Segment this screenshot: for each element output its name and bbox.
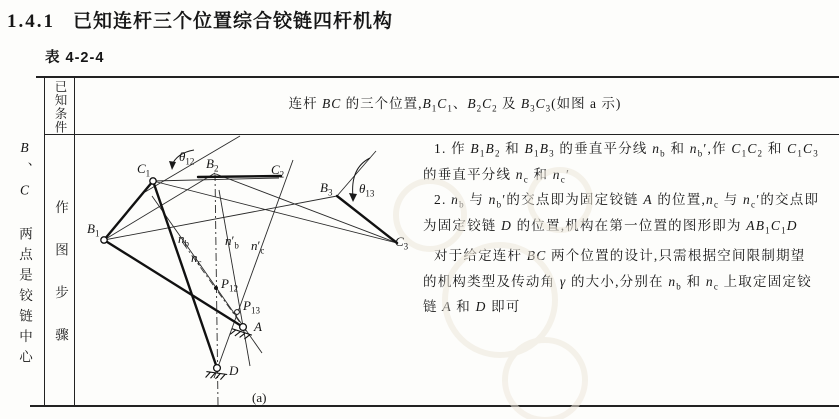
section-number: 1.4.1: [7, 11, 55, 32]
line-label-nc: $n_c$: [191, 250, 202, 268]
step-line: 2. $n_b$ 与 $n_b'$的交点即为固定铰链 A 的位置$,n_c$ 与 $n_c'$的交点即: [434, 192, 820, 210]
hinge-points: [101, 178, 247, 372]
coupler-b2c2: [198, 176, 281, 177]
row-label-drawing-steps: 作图步骤: [53, 200, 68, 370]
step-line: 的垂直平分线 $n_c$ 和 $n_c'$: [423, 166, 571, 185]
hinge-b1: [101, 237, 107, 243]
link-b1c1: [104, 181, 153, 240]
known-conditions-text: 连杆 BC 的三个位置$,B_1C_1$、$B_2C_2$ 及 $B_3C_3$(如图 a 示): [288, 96, 622, 114]
bisector-nc-prime: [214, 160, 293, 378]
mechanism-links: [104, 176, 397, 368]
chord-b1b3: [104, 196, 337, 240]
row-label-known-conditions: 已知条件: [53, 80, 67, 134]
figure-caption-a: (a): [252, 390, 267, 405]
line-label-nb-prime: $n'_b$: [225, 233, 239, 251]
step-line: 为固定铰链 D 的位置,机构在第一位置的图形即为 $AB_1C_1D$: [423, 217, 798, 236]
point-label-c1: $C_1$: [137, 161, 151, 179]
angle-label-theta12: $\theta_{12}$: [179, 149, 195, 167]
hinge-d: [214, 365, 221, 372]
theta12-arrowhead: [169, 161, 176, 170]
pole-label-p13: $P_{13}$: [243, 298, 260, 316]
scan-watermark: [396, 170, 590, 419]
section-title-text: 已知连杆三个位置综合铰链四杆机构: [73, 11, 394, 32]
line-label-nc-prime: $n'_c$: [251, 238, 265, 256]
pole-p12-point: [214, 286, 218, 290]
point-label-c3: $C_3$: [395, 234, 409, 252]
line-label-nb: $n_b$: [178, 231, 189, 249]
step-line: 1. 作 $B_1B_2$ 和 $B_1B_3$ 的垂直平分线 $n_b$ 和 $n_b'$,作 $C_1C_2$ 和 $C_1C_3$: [434, 141, 819, 159]
pole-label-p12: $P_{12}$: [221, 276, 238, 294]
point-label-b3: $B_3$: [320, 180, 333, 198]
margin-note: B、C 两点是铰链中心: [17, 140, 32, 370]
step-line: 的机构类型及传动角 γ 的大小,分别在 $n_b$ 和 $n_c$ 上取定固定铰: [423, 273, 812, 292]
point-label-a: A: [254, 319, 262, 334]
point-label-c2: $C_2$: [271, 162, 285, 180]
hinge-a: [240, 324, 247, 331]
chord-c1c2: [153, 178, 279, 181]
point-label-b2: $B_2$: [206, 156, 219, 174]
point-label-d: D: [229, 363, 239, 378]
coupler-b3c3: [337, 196, 397, 243]
ground-symbol-d: [206, 372, 228, 381]
step-line: 对于给定连杆 BC 两个位置的设计,只需根据空间限制期望: [434, 248, 806, 263]
point-label-b1: $B_1$: [87, 221, 100, 239]
theta13-arrowhead: [349, 193, 357, 202]
hinge-c1: [150, 178, 156, 184]
table-label: 表 4-2-4: [45, 50, 105, 66]
pole-p13-point: [235, 310, 240, 315]
step-line: 链 A 和 D 即可: [423, 299, 521, 314]
angle-label-theta13: $\theta_{13}$: [359, 181, 375, 199]
